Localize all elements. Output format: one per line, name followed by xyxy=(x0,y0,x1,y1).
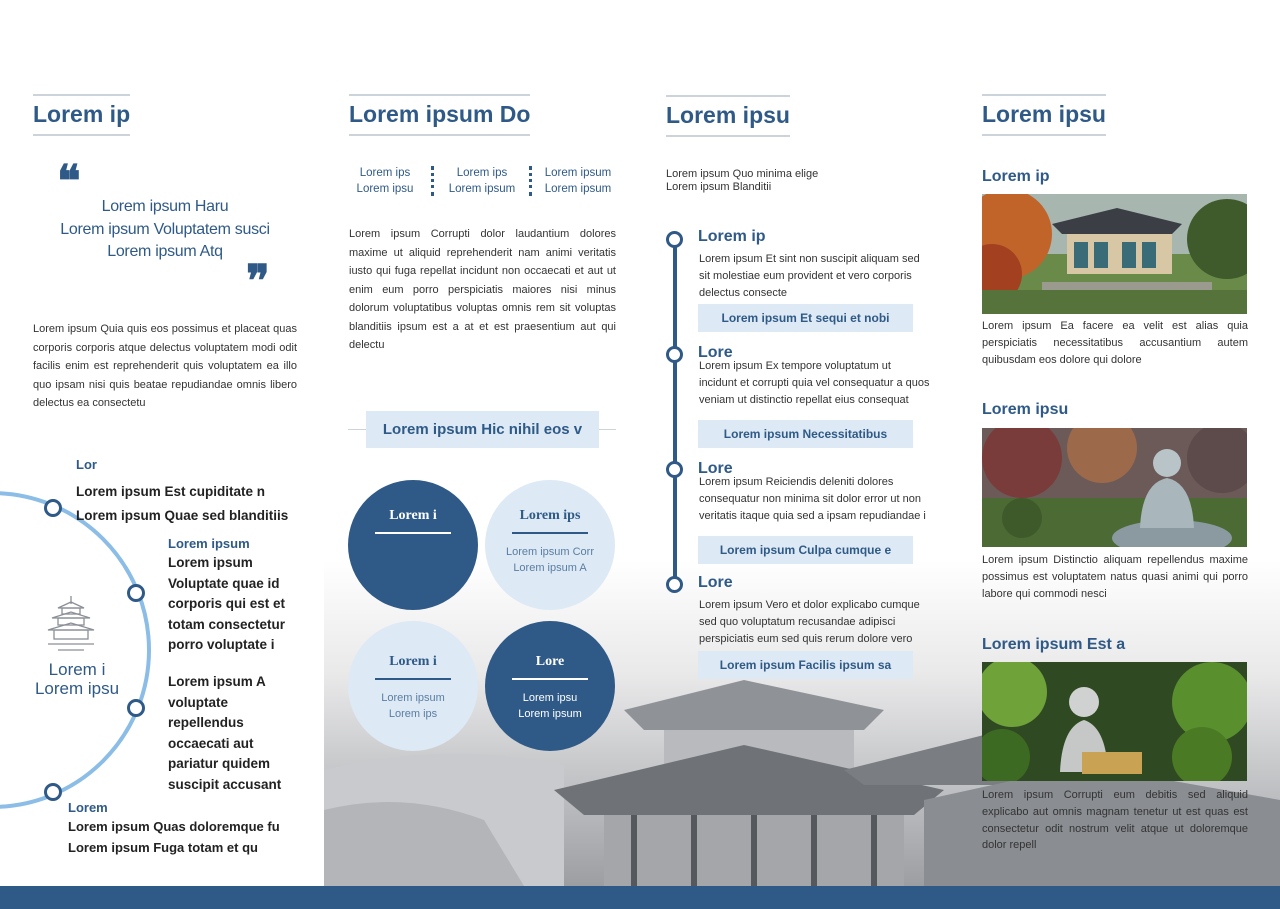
stat-line: Lorem ipsum xyxy=(544,167,612,179)
timeline-dot xyxy=(666,231,683,248)
timeline-dot xyxy=(666,461,683,478)
ring-group-item: Voluptate quae id xyxy=(168,575,280,591)
ring-dot xyxy=(127,584,145,602)
stat-line: Lorem ips xyxy=(456,167,508,179)
timeline-step-title: Lore xyxy=(698,574,733,591)
ring-group-4 xyxy=(68,799,318,858)
section-text: Lorem ipsum Distinctio aliquam repellendus maxime possimus est voluptatem natus quasi animi qui porro labore qui commodi nesci xyxy=(982,554,1248,600)
section-title: Lorem ipsum Est a xyxy=(982,636,1126,653)
ring-group-item: Lorem ipsum A xyxy=(168,674,266,689)
timeline-step-title: Lorem ip xyxy=(698,228,766,245)
circle-text: Lorem ipsum xyxy=(381,692,445,704)
timeline-step-bar: Lorem ipsum Et sequi et nobi xyxy=(698,304,913,332)
section-title: Lorem ipsu xyxy=(982,401,1069,418)
circle-title: Lorem i xyxy=(389,508,437,523)
ring-group-item: occaecati aut xyxy=(168,735,254,751)
quote-open-icon: ❝ xyxy=(57,156,81,207)
buddha-statue-photo xyxy=(982,428,1247,547)
pagoda-icon xyxy=(44,594,98,654)
circle-text: Lorem ips xyxy=(388,708,438,720)
timeline-line xyxy=(673,240,677,585)
ring-group-heading: Lorem xyxy=(68,800,108,815)
center-label-line: Lorem i xyxy=(48,660,106,679)
stat-line: Lorem ipsum xyxy=(448,183,516,195)
circle-title: Lorem i xyxy=(389,654,437,669)
feature-circle xyxy=(348,480,478,610)
panel4-title: Lorem ipsu xyxy=(982,94,1106,136)
circle-text: Lorem ipsum A xyxy=(513,562,587,574)
ring-group-item: suscipit accusant xyxy=(168,776,282,792)
ring-group-item: porro voluptate i xyxy=(168,637,275,652)
monk-statue-photo xyxy=(982,662,1247,781)
timeline-dot xyxy=(666,346,683,363)
feature-circle xyxy=(485,621,615,751)
quote-line: Lorem ipsum Haru xyxy=(101,198,229,215)
timeline-step-bar: Lorem ipsum Facilis ipsum sa xyxy=(698,651,913,679)
ring-dot xyxy=(44,499,62,517)
ring-group-item: pariatur quidem xyxy=(168,756,271,771)
circle-title: Lore xyxy=(535,654,565,669)
ring-group-item: Lorem ipsum Fuga totam et qu xyxy=(68,839,258,855)
section-text: Lorem ipsum Ea facere ea velit est alias quia perspiciatis necessitatibus accusantium autem quibusdam eos dolore qui dolore xyxy=(982,320,1248,366)
circle-text: Lorem ipsum xyxy=(518,708,582,720)
stat-divider xyxy=(431,166,438,196)
ring-dot xyxy=(44,783,62,801)
timeline-step-title: Lore xyxy=(698,460,733,477)
footer-bar xyxy=(0,886,1280,909)
quote-text xyxy=(40,196,290,264)
circle-title: Lorem ips xyxy=(519,508,581,523)
stat-line: Lorem ipsu xyxy=(356,183,414,195)
section-title: Lorem ip xyxy=(982,168,1050,185)
panel3-title: Lorem ipsu xyxy=(666,95,790,137)
panel2-title: Lorem ipsum Do xyxy=(349,94,530,136)
stat-item xyxy=(345,165,425,197)
panel1-paragraph: Lorem ipsum Quia quis eos possimus et placeat quas corporis corporis atque delectus voluptatem modi odit facilis enim est reprehenderit quis voluptatem ea illo quo ipsam nisi quis beatae repudiandae omnis libero delectus ea consectetu xyxy=(33,323,297,409)
feature-circle xyxy=(348,621,478,751)
ring-group-2 xyxy=(168,535,318,656)
circle-rule xyxy=(375,532,451,534)
timeline-step-text: Lorem ipsum Ex tempore voluptatum ut incidunt et corrupti quia vel consequatur a quos veniam ut distinctio repellat eius consequat xyxy=(699,360,930,406)
intro-line: Lorem ipsum Quo minima elige xyxy=(666,168,819,180)
panel2-paragraph: Lorem ipsum Corrupti dolor laudantium dolores maxime ut aliquid reprehenderit nam animi veritatis iusto qui fuga repellat incidunt non occaecati et aut ut enim eum porro perspiciatis maiores nisi minus dolorum voluptatibus voluptas omnis rem sit voluptas blanditiis ipsum est a at et est praesentium aut qui delectu xyxy=(349,228,616,351)
stat-line: Lorem ipsum xyxy=(544,183,612,195)
center-label xyxy=(22,660,132,698)
ring-group-item: Lorem ipsum Est cupiditate n xyxy=(76,484,266,499)
feature-circle xyxy=(485,480,615,610)
timeline-step-bar: Lorem ipsum Necessitatibus xyxy=(698,420,913,448)
circle-rule xyxy=(375,678,451,680)
panel2-banner: Lorem ipsum Hic nihil eos v xyxy=(366,411,599,448)
ring-dot xyxy=(127,699,145,717)
timeline-dot xyxy=(666,576,683,593)
ring-group-item: Lorem ipsum Quae sed blanditiis xyxy=(76,508,289,523)
ring-group-item: corporis qui est et xyxy=(168,596,286,611)
intro-line: Lorem ipsum Blanditii xyxy=(666,181,772,193)
section-text: Lorem ipsum Corrupti eum debitis sed aliquid explicabo aut omnis magnam tenetur ut est quas est consectetur odit nostrum velit atque ut doloremque dolor repell xyxy=(982,789,1248,852)
ring-group-item: repellendus xyxy=(168,715,244,730)
panel1-title: Lorem ip xyxy=(33,94,130,136)
ring-group-item: Lorem ipsum xyxy=(168,555,253,570)
ring-group-3 xyxy=(168,672,318,795)
ring-group-1 xyxy=(76,456,316,528)
circle-rule xyxy=(512,678,588,680)
ring-group-item: totam consectetur xyxy=(168,616,286,632)
center-label-line: Lorem ipsu xyxy=(34,679,120,698)
temple-photo xyxy=(982,194,1247,314)
timeline-step-text: Lorem ipsum Reiciendis deleniti dolores consequatur non minima sit dolor error ut non veritatis itaque quia sed a ipsam repudiandae i xyxy=(699,476,926,522)
circle-text: Lorem ipsu xyxy=(522,692,578,704)
timeline-step-title: Lore xyxy=(698,344,733,361)
circle-text: Lorem ipsum Corr xyxy=(505,546,595,558)
timeline-step-text: Lorem ipsum Et sint non suscipit aliquam sed sit molestiae eum provident et vero corporis delectus consecte xyxy=(699,253,920,299)
ring-group-item: Lorem ipsum Quas doloremque fu xyxy=(68,819,280,834)
quote-close-icon: ❞ xyxy=(246,256,270,307)
quote-line: Lorem ipsum Atq xyxy=(107,243,223,260)
stat-item xyxy=(537,165,619,197)
timeline-step-bar: Lorem ipsum Culpa cumque e xyxy=(698,536,913,564)
timeline-step-text: Lorem ipsum Vero et dolor explicabo cumque sed quo voluptatum recusandae adipisci perspiciatis eum sed quis rerum dolore vero xyxy=(699,599,920,645)
stat-item xyxy=(441,165,523,197)
quote-line: Lorem ipsum Voluptatem susci xyxy=(60,220,270,238)
circle-rule xyxy=(512,532,588,534)
stat-divider xyxy=(529,166,536,196)
stat-line: Lorem ips xyxy=(359,167,411,179)
ring-group-item: voluptate xyxy=(168,694,229,710)
panel3-intro xyxy=(666,168,818,194)
ring-group-heading: Lorem ipsum xyxy=(168,536,250,551)
ring-group-heading: Lor xyxy=(76,457,97,472)
